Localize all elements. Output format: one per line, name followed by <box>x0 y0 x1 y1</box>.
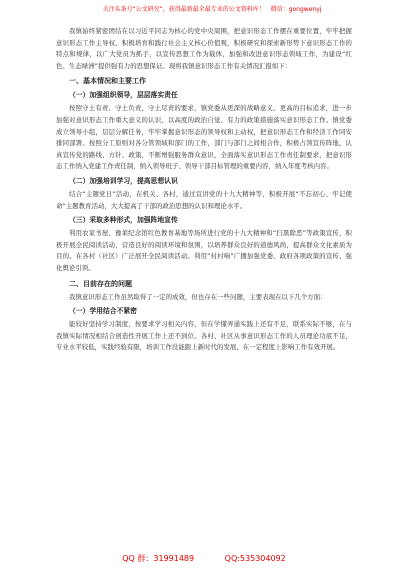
footer-contact <box>0 553 408 564</box>
subsection-paragraph-3: 利用农家书屋、豫莱纪念馆红色教育基地等场所进行党的十九大精神和“扫黑除恶”等政策宣传，积极开展全民阅读活动，营造良好的阅读环境和氛围，以培养群众良好的道德风尚，提高群众文化素质为目的。在各村（社区）广泛展开全民阅读活动。利用“村村响”广播加强党委、政府各项政策的宣传、强化舆论引领。 <box>56 229 352 272</box>
banner-promo-text: 关注头条号“公文研究”，获得最新最全最专业的公文资料库！ <box>102 6 265 13</box>
footer-qq-number: QQ:535304092 <box>224 554 286 563</box>
subsection-paragraph-1: 按照守土有责、守土负责、守土尽责的要求，镇党委从更深的战略意义、更高的目标追求，进一步加强对意识形态工作重大意义的认识，以高度的政治自觉、有力的政策措施落实意识形态工作。镇党委成立领导小组，层层分解任务，牢牢掌握意识形态的领导权和主动权，把意识形态工作和经济工作同安排同部署。按照分工原则对各分管领域和部门的工作，部门与部门之间相合作，积极占领宣传阵地，认真宣传党的路线、方针、政策，不断增强服务群众意识，全面落实意识形态工作责任制要求，把意识形态工作纳入党建工作责任制，纳入领导班子、领导干部目标管理的重要内容，纳入年度考核内容。 <box>56 104 352 171</box>
section-heading-2: 二、目前存在的问题 <box>69 279 132 288</box>
subsection-paragraph-4: 能较好坚持学习制度，按要求学习相关内容，但在学懂弄通实践上还有不足，联系实际不够，在与我镇实际情况相结合创造性开展工作上还不到位。各村、社区从事意识形态工作的人员理论功底不足，专业水平较低，实践经验有限，培训工作没能跟上新时代的发展，在一定程度上影响工作有效开展。 <box>56 320 352 352</box>
banner-wechat-id: 微信：gongwenyj <box>270 6 322 13</box>
footer-qq-group: QQ 群：31991489 <box>122 554 195 563</box>
subsection-heading-4: （一）学用结合不紧密 <box>69 307 137 316</box>
subsection-heading-3: （三）采取多种形式，加强阵地宣传 <box>69 216 178 225</box>
header-banner <box>66 4 358 13</box>
subsection-paragraph-2: 结合“主题党日”活动，在机关、各村，通过宣讲党的十九大精神等，积极开展“不忘初心、牢记使命”主题教育活动，大大提高了干部的政治思想的认识和理论水平。 <box>56 189 352 210</box>
section-heading-1: 一、基本情况和主要工作 <box>69 77 146 86</box>
subsection-heading-1: （一）加强组织领导，层层落实责任 <box>69 91 178 100</box>
subsection-heading-2: （二）加强培训学习，提高思想认识 <box>69 176 178 185</box>
intro-paragraph: 我镇始终紧密团结在以习近平同志为核心的党中央周围，把意识形态工作摆在重要位置，牢牢把握意识形态工作主导权，积极培育和践行社会主义核心价值观，积极研究和探索新形势下意识形态工作的特点和规律，以广大党员为抓手，以宣传思想工作为载体，加强和改进意识形态领域工作，为建设“红色、生态绿洲”提供强有力的思想保证。现将我镇意识形态工作有关情况汇报如下： <box>56 27 352 70</box>
document-body <box>56 26 352 354</box>
section-paragraph-2: 我镇意识形态工作虽然取得了一定的成效，但也存在一些问题，主要表现在以下几个方面： <box>69 292 327 301</box>
